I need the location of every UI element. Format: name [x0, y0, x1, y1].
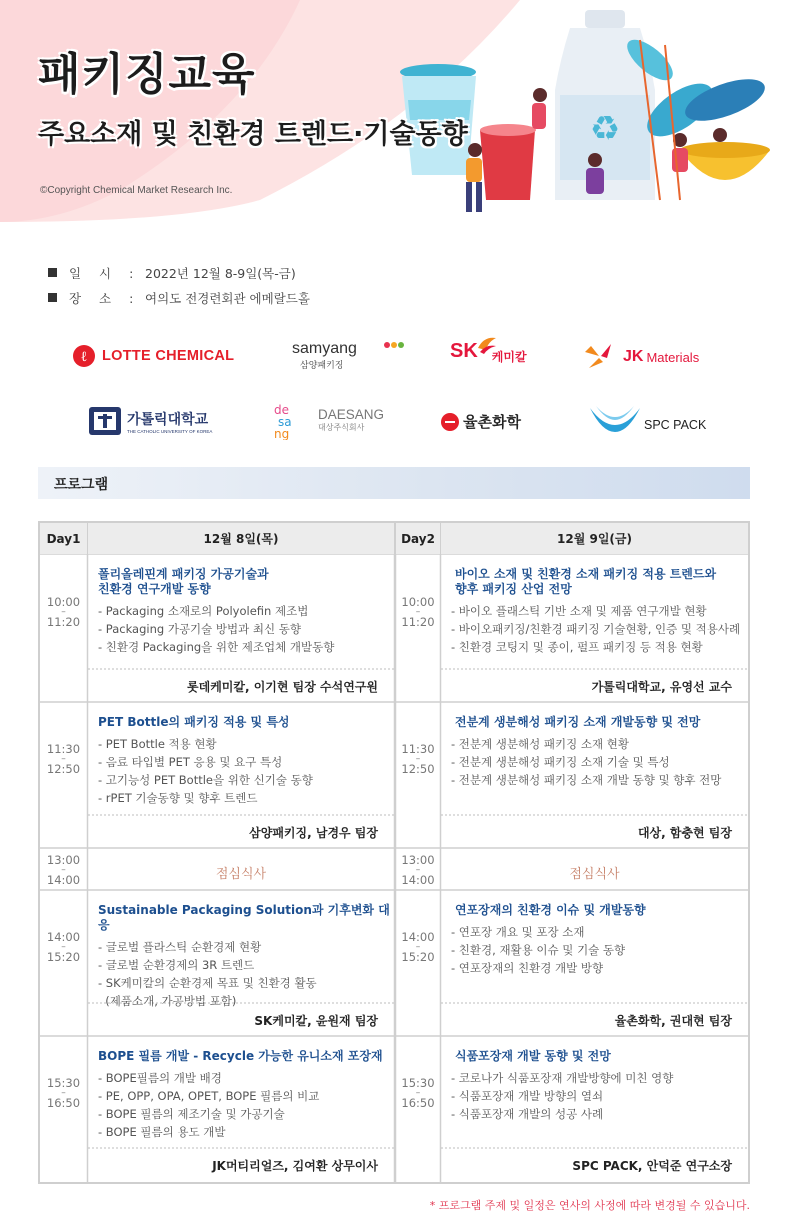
- end-time: 15:20: [401, 950, 435, 964]
- session-title: 식품포장재 개발 동향 및 전망: [455, 1049, 611, 1063]
- jk-star-icon: [585, 344, 621, 370]
- speaker-name: SPC PACK, 안덕준 연구소장: [572, 1159, 732, 1173]
- svg-text:ng: ng: [274, 427, 290, 440]
- page-subtitle: 주요소재 및 친환경 트렌드·기술동향: [38, 119, 468, 150]
- end-time: 15:20: [46, 950, 81, 964]
- session-item: - rPET 기술동향 및 향후 트렌드: [98, 791, 258, 805]
- time-dash: –: [61, 607, 66, 617]
- end-time: 11:20: [401, 615, 435, 629]
- session-item: - Packaging 소재로의 Polyolefin 제조법: [98, 604, 309, 618]
- session-block: [451, 567, 746, 656]
- start-time: 15:30: [401, 1075, 435, 1090]
- session-items: [98, 735, 392, 807]
- session-item: - 글로벌 순환경제의 3R 트렌드: [98, 958, 255, 972]
- place-label: 장 소 :: [69, 290, 141, 306]
- program-table: [38, 521, 750, 1184]
- lunch-label: 점심식사: [215, 867, 267, 882]
- daesang-logo: de sa ng DAESANG 대상주식회사: [272, 400, 384, 440]
- time-slot: [40, 555, 87, 669]
- time-dash: –: [61, 1087, 66, 1098]
- session-item: - 글로벌 플라스틱 순환경제 현황: [98, 940, 262, 954]
- session-item: - Packaging 가공기술 방법과 최신 동향: [98, 622, 302, 636]
- spc-pack-logo: SPC PACK: [588, 404, 706, 438]
- time-dash: –: [61, 942, 66, 952]
- session-items: [451, 1069, 746, 1123]
- end-time: 12:50: [401, 762, 435, 776]
- session-item: - 음료 타입별 PET 응용 및 요구 특성: [98, 755, 283, 769]
- session-item: - 전분계 생분해성 패키징 소재 기술 및 특성: [451, 755, 670, 769]
- session-item: - 친환경 Packaging을 위한 제조업체 개발동향: [98, 640, 335, 654]
- session-item: - 식품포장재 개발 방향의 열쇠: [451, 1089, 604, 1103]
- time-slot: [40, 891, 87, 1003]
- svg-text:sa: sa: [278, 415, 292, 429]
- catholic-university-logo: 가톨릭대학교 THE CATHOLIC UNIVERSITY OF KOREA: [88, 406, 212, 436]
- yulchon-chemical-logo: 율촌화학: [440, 411, 521, 432]
- date-row: [48, 260, 310, 285]
- daesang-mark-icon: [272, 400, 312, 440]
- speaker-name: JK머티리얼즈, 김여환 상무이사: [212, 1159, 378, 1173]
- time-slot: [40, 1037, 87, 1148]
- session-title: Sustainable Packaging Solution과 기후변화 대응: [98, 903, 390, 932]
- yulchon-icon: [440, 412, 460, 432]
- start-time: 11:30: [401, 742, 435, 756]
- session-block: [451, 715, 746, 789]
- session-item: - 코로나가 식품포장재 개발방향에 미친 영향: [451, 1071, 674, 1085]
- time-dash: –: [415, 607, 421, 617]
- session-items: [98, 602, 392, 656]
- page-title: 패키징교육: [38, 49, 256, 100]
- place-row: [48, 285, 310, 310]
- speaker-name: 율촌화학, 권대현 팀장: [614, 1014, 732, 1028]
- session-item: - 연포장 개요 및 포장 소재: [451, 925, 585, 939]
- day2-header: Day2: [396, 523, 440, 554]
- day1-header: Day1: [40, 523, 87, 554]
- session-item: - 연포장재의 친환경 개발 방향: [451, 961, 604, 975]
- time-dash: –: [415, 1087, 421, 1098]
- copyright: ©Copyright Chemical Market Research Inc.: [40, 185, 233, 196]
- sk-chemicals-logo: SK 케미칼: [450, 338, 527, 365]
- session-item: - BOPE 필름의 제조기술 및 가공기술: [98, 1107, 285, 1121]
- speaker-name: SK케미칼, 윤원재 팀장: [254, 1014, 378, 1028]
- samyang-logo: samyang 삼양패키징: [292, 340, 357, 370]
- time-slot: [40, 849, 87, 891]
- session-item: - BOPE 필름의 용도 개발: [98, 1125, 226, 1139]
- session-title: 연포장재의 친환경 이슈 및 개발동향: [455, 903, 646, 917]
- session-item: - 식품포장재 개발의 성공 사례: [451, 1107, 604, 1121]
- lotte-chemical-logo: ℓ LOTTE CHEMICAL: [72, 344, 234, 368]
- event-info: [48, 260, 310, 310]
- time-slot: [396, 891, 440, 1003]
- samyang-dots-icon: [383, 340, 405, 350]
- session-item: - PET Bottle 적용 현황: [98, 737, 217, 751]
- time-slot: [396, 703, 440, 815]
- speaker-name: 롯데케미칼, 이기현 팀장 수석연구원: [187, 680, 378, 694]
- spc-wave-icon: [588, 404, 642, 438]
- session-title: PET Bottle의 패키징 적용 및 특성: [98, 715, 290, 729]
- session-block: [98, 715, 392, 807]
- session-item: - 친환경, 재활용 이슈 및 기술 동향: [451, 943, 626, 957]
- session-block: [451, 1049, 746, 1123]
- time-slot: [40, 703, 87, 815]
- session-item: - 고기능성 PET Bottle을 위한 신기술 동향: [98, 773, 313, 787]
- time-dash: –: [61, 865, 66, 875]
- end-time: 11:20: [46, 615, 81, 629]
- session-items: [98, 938, 392, 1010]
- session-title: 폴리올레핀계 패키징 가공기술과: [98, 567, 269, 581]
- time-slot: [396, 555, 440, 669]
- start-time: 10:00: [401, 595, 435, 609]
- hero-banner: [0, 0, 790, 222]
- program-heading: 프로그램: [54, 477, 109, 493]
- time-dash: –: [415, 865, 421, 875]
- bullet-square-icon: [48, 293, 57, 302]
- svg-text:ℓ: ℓ: [80, 349, 88, 365]
- time-dash: –: [415, 942, 421, 952]
- session-items: [451, 735, 746, 789]
- start-time: 15:30: [46, 1075, 81, 1090]
- start-time: 11:30: [46, 742, 81, 756]
- speaker-name: 삼양패키징, 남경우 팀장: [249, 826, 378, 840]
- time-slot: [396, 849, 440, 891]
- hero-illustration: [380, 0, 790, 222]
- session-title: 향후 패키징 산업 전망: [455, 582, 572, 596]
- session-items: [451, 602, 746, 656]
- session-item: - SK케미칼의 순환경제 목표 및 친환경 활동: [98, 976, 317, 990]
- session-block: [98, 1049, 392, 1141]
- session-items: [98, 1069, 392, 1141]
- start-time: 14:00: [46, 930, 81, 944]
- session-block: [451, 903, 746, 977]
- lotte-icon: [72, 344, 96, 368]
- lunch-label: 점심식사: [569, 867, 620, 882]
- session-title: 전분계 생분해성 패키징 소재 개발동향 및 전망: [455, 715, 701, 729]
- end-time: 12:50: [46, 762, 81, 776]
- session-title: 친환경 연구개발 동향: [98, 582, 211, 596]
- start-time: 13:00: [46, 853, 81, 867]
- session-item: (제품소개, 가공방법 포함): [98, 994, 237, 1008]
- session-title: 바이오 소재 및 친환경 소재 패키징 적용 트렌드와: [455, 567, 717, 581]
- session-item: - BOPE필름의 개발 배경: [98, 1071, 222, 1085]
- session-item: - 전분계 생분해성 패키징 소재 개발 동향 및 향후 전망: [451, 773, 722, 787]
- svg-text:♻: ♻: [589, 109, 621, 149]
- start-time: 14:00: [401, 930, 435, 944]
- place-value: 여의도 전경련회관 에메랄드홀: [145, 290, 310, 306]
- program-heading-bar: [38, 467, 750, 499]
- start-time: 10:00: [46, 595, 81, 609]
- date-label: 일 시 :: [69, 265, 141, 281]
- session-items: [451, 923, 746, 977]
- end-time: 14:00: [46, 873, 81, 887]
- footnote: * 프로그램 주제 및 일정은 연사의 사정에 따라 변경될 수 있습니다.: [429, 1199, 750, 1212]
- sponsor-logos: [60, 330, 750, 450]
- session-item: - 바이오패키징/친환경 패키징 기술현황, 인증 및 적용사례: [451, 622, 741, 636]
- time-slot: [396, 1037, 440, 1148]
- bullet-square-icon: [48, 268, 57, 277]
- svg-text:de: de: [274, 403, 289, 417]
- catholic-emblem-icon: [88, 406, 122, 436]
- session-block: [98, 567, 392, 656]
- session-item: - 바이오 플래스틱 기반 소재 및 제품 연구개발 현황: [451, 604, 707, 618]
- speaker-name: 가톨릭대학교, 유영선 교수: [591, 680, 732, 694]
- end-time: 16:50: [401, 1095, 435, 1110]
- session-block: [98, 903, 392, 1010]
- time-dash: –: [61, 754, 66, 764]
- jk-materials-logo: JK Materials: [585, 344, 699, 370]
- end-time: 14:00: [401, 873, 435, 887]
- speaker-name: 대상, 함충현 팀장: [637, 826, 732, 840]
- session-item: - PE, OPP, OPA, OPET, BOPE 필름의 비교: [98, 1089, 320, 1103]
- end-time: 16:50: [46, 1095, 81, 1110]
- session-item: - 친환경 코팅지 및 종이, 펄프 패키징 등 적용 현황: [451, 640, 703, 654]
- time-dash: –: [415, 754, 421, 764]
- day1-date-header: 12월 8일(목): [88, 523, 394, 554]
- session-title: BOPE 필름 개발 - Recycle 가능한 유니소재 포장재: [98, 1049, 383, 1063]
- start-time: 13:00: [401, 853, 435, 867]
- day2-date-header: 12월 9일(금): [441, 523, 748, 554]
- date-value: 2022년 12월 8-9일(목-금): [145, 265, 296, 281]
- session-item: - 전분계 생분해성 패키징 소재 현황: [451, 737, 629, 751]
